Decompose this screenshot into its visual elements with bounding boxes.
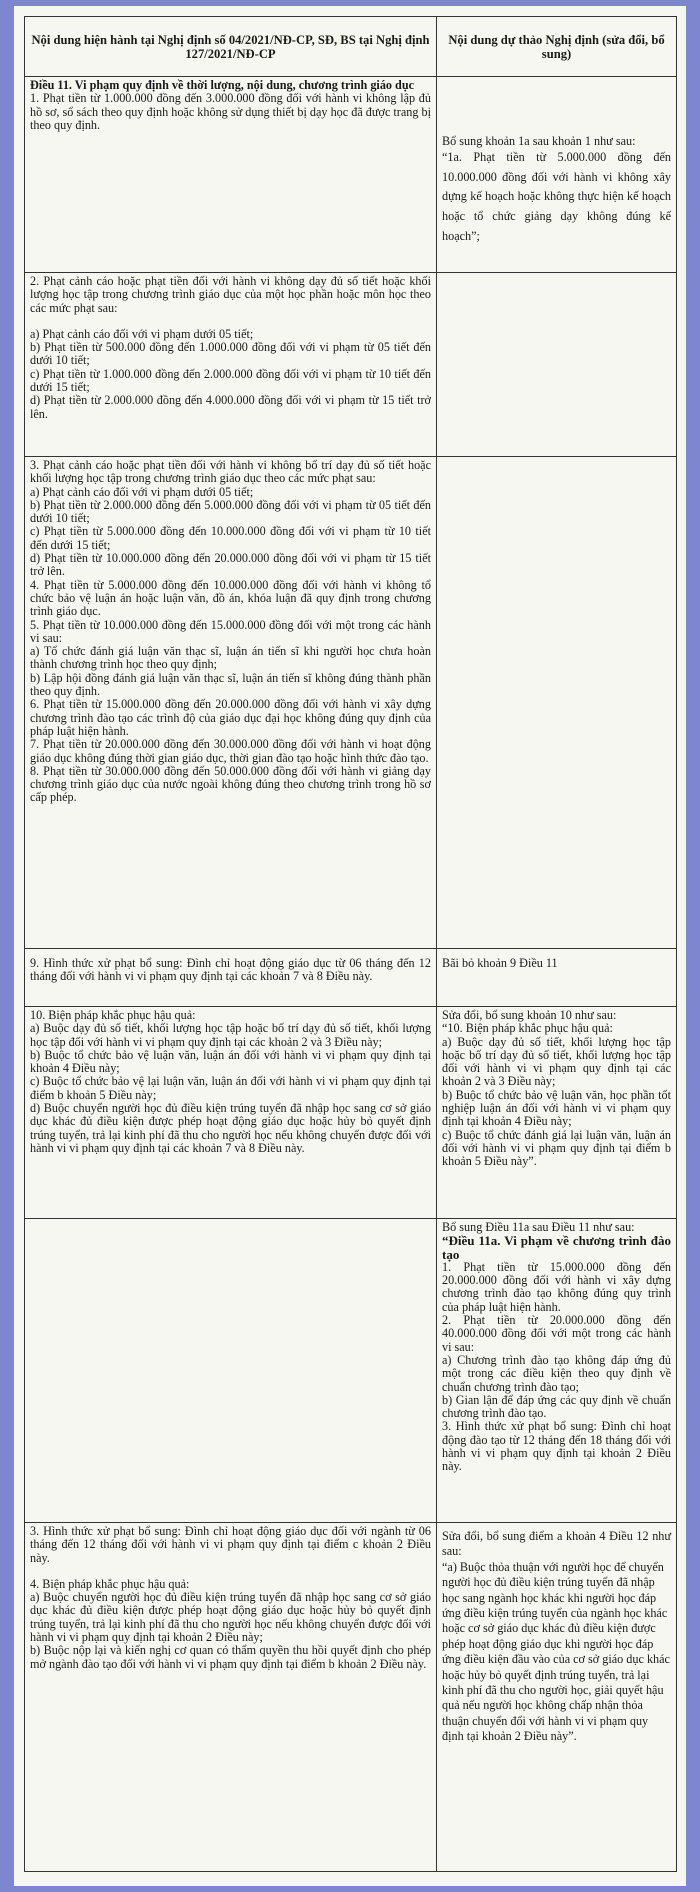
clause-text: b) Buộc nộp lại và kiến nghị cơ quan có thẩm quyền thu hồi quyết định cho phép mở ngành đào tạo đối với hành vi vi phạm quy định tại điểm b khoản 2 Điều này.: [30, 1643, 431, 1671]
clause-text: c) Buộc tổ chức bảo vệ lại luận văn, luận án đối với hành vi vi phạm quy định tại điểm b khoản 5 Điều này;: [30, 1074, 431, 1102]
clause-text: “a) Buộc thỏa thuận với người học để chuyển người học đủ điều kiện trúng tuyển đã nhập học sang ngành học khác khi người học đáp ứng điều kiện trúng tuyển của ngành học khác hoặc cơ sở giáo dục khác đủ điều kiện được phép hoạt động giáo dục khi người học đáp ứng điều kiện đầu vào của cơ sở giáo dục khác hoặc hủy bỏ quyết định trúng tuyển, trả lại kinh phí đã thu cho người học, giải quyết hậu quả nếu người học không chấp nhận thỏa thuận chuyển đổi với hành vi vi phạm quy định tại khoản 2 Điều này”.: [442, 1559, 670, 1744]
clause-text: c) Phạt tiền từ 5.000.000 đồng đến 10.000.000 đồng đối với vi phạm từ 10 tiết đến dưới 15 tiết;: [30, 524, 431, 552]
clause-text: Bổ sung khoản 1a sau khoản 1 như sau:: [442, 134, 636, 148]
clause-text: c) Buộc tổ chức đánh giá lại luận văn, luận án đối với hành vi vi phạm quy định tại điểm b khoản 5 Điều này”.: [442, 1127, 671, 1169]
current-cell: [25, 457, 437, 949]
current-cell: [25, 1007, 437, 1219]
clause-text: “1a. Phạt tiền từ 5.000.000 đồng đến 10.000.000 đồng đối với hành vi không xây dựng kế hoạch hoặc không thực hiện kế hoạch hoặc tổ chức giảng dạy không đúng kế hoạch”;: [442, 150, 671, 243]
clause-text: b) Gian lận để đáp ứng các quy định về chuẩn chương trình đào tạo.: [442, 1392, 671, 1421]
clause-text: d) Buộc chuyển người học đủ điều kiện trúng tuyển đã nhập học sang cơ sở giáo dục khác đủ điều kiện được phép hoạt động giáo dục hoặc hủy bỏ quyết định trúng tuyển, trả lại kinh phí đã thu cho người học nếu không chuyển được đối với hành vi vi phạm quy định tại các khoản 7 và 8 Điều này.: [30, 1101, 431, 1155]
current-cell: [25, 273, 437, 457]
clause-text: Sửa đổi, bổ sung khoản 10 như sau:: [442, 1008, 617, 1022]
current-cell: [25, 1219, 437, 1523]
document-sheet: [14, 6, 686, 1886]
clause-text: 1. Phạt tiền từ 1.000.000 đồng đến 3.000.000 đồng đối với hành vi không lập đủ hồ sơ, sổ sách theo quy định hoặc không sử dụng thiết bị dạy học đã được trang bị theo quy định.: [30, 91, 431, 132]
draft-cell: [437, 1523, 677, 1872]
table-row: [25, 457, 677, 949]
draft-cell: [437, 273, 677, 457]
draft-cell: [437, 77, 677, 273]
clause-text: d) Phạt tiền từ 10.000.000 đồng đến 20.000.000 đồng đối với vi phạm từ 15 tiết trở lên.: [30, 551, 431, 579]
clause-text: 2. Phạt tiền từ 20.000.000 đồng đến 40.000.000 đồng đối với một trong các hành vi sau:: [442, 1313, 671, 1354]
article-heading: Điều 11. Vi phạm quy định về thời lượng, nội dung, chương trình giáo dục: [30, 78, 415, 92]
clause-text: 3. Hình thức xử phạt bổ sung: Đình chỉ hoạt động giáo dục đối với ngành từ 06 tháng đến 12 tháng đối với hành vi vi phạm quy định tại điểm c khoản 2 Điều này.: [30, 1524, 431, 1565]
clause-text: 4. Phạt tiền từ 5.000.000 đồng đến 10.000.000 đồng đối với hành vi không tổ chức bảo vệ luận án hoặc luận văn, đồ án, khóa luận đã quy định trong chương trình giáo dục.: [30, 577, 431, 619]
draft-cell: [437, 1007, 677, 1219]
clause-text: d) Phạt tiền từ 2.000.000 đồng đến 4.000.000 đồng đối với vi phạm từ 15 tiết trở lên.: [30, 393, 431, 421]
current-cell: [25, 1523, 437, 1872]
current-cell: [25, 77, 437, 273]
clause-text: 10. Biện pháp khắc phục hậu quả:: [30, 1008, 196, 1022]
clause-text: a) Buộc dạy đủ số tiết, khối lượng học tập hoặc bố trí dạy đủ số tiết, khối lượng học tập đối với hành vi vi phạm quy định tại các khoản 2 và 3 Điều này;: [30, 1021, 431, 1049]
clause-text: b) Phạt tiền từ 500.000 đồng đến 1.000.000 đồng đối với vi phạm từ 05 tiết đến dưới 10 tiết;: [30, 340, 431, 368]
draft-cell: [437, 457, 677, 949]
table-row: [25, 77, 677, 273]
clause-text: b) Buộc tổ chức bảo vệ luận văn, học phần tốt nghiệp luận án đối với hành vi vi phạm quy định tại khoản 4 Điều này;: [442, 1087, 671, 1129]
clause-text: 2. Phạt cảnh cáo hoặc phạt tiền đối với hành vi không dạy đủ số tiết hoặc khối lượng học tập trong chương trình giáo dục của một học phần hoặc môn học theo các mức phạt sau:: [30, 274, 431, 315]
table-row: [25, 1219, 677, 1523]
clause-text: a) Buộc chuyển người học đủ điều kiện trúng tuyển đã nhập học sang cơ sở giáo dục khác đủ điều kiện được phép hoạt động giáo dục hoặc hủy bỏ quyết định trúng tuyển, trả lại kinh phí đã thu cho người học nếu không chuyển được đối với hành vi vi phạm quy định tại khoản 2 Điều này;: [30, 1590, 431, 1645]
clause-text: c) Phạt tiền từ 1.000.000 đồng đến 2.000.000 đồng đối với vi phạm từ 10 tiết đến dưới 15 tiết;: [30, 366, 431, 395]
clause-text: 5. Phạt tiền từ 10.000.000 đồng đến 15.000.000 đồng đối với một trong các hành vi sau:: [30, 617, 431, 645]
clause-text: b) Lập hội đồng đánh giá luận văn thạc sĩ, luận án tiến sĩ không đúng thành phần theo quy định.: [30, 670, 431, 699]
clause-text: a) Chương trình đào tạo không đáp ứng đủ một trong các điều kiện theo quy định về chuẩn chương trình đào tạo;: [442, 1352, 671, 1394]
clause-text: 9. Hình thức xử phạt bổ sung: Đình chỉ hoạt động giáo dục từ 06 tháng đến 12 tháng đối với hành vi vi phạm quy định tại các khoản 7 và 8 Điều này.: [30, 956, 431, 984]
table-row: [25, 1007, 677, 1219]
blank-line: [30, 1565, 431, 1578]
clause-text: 3. Phạt cảnh cáo hoặc phạt tiền đối với hành vi không bố trí dạy đủ số tiết hoặc khối lượng học tập trong chương trình giáo dục theo các mức phạt sau:: [30, 458, 431, 486]
clause-text: 7. Phạt tiền từ 20.000.000 đồng đến 30.000.000 đồng đối với hành vi hoạt động giáo dục không đúng thời gian giáo dục, thời gian đào tạo hoặc hình thức đào tạo.: [30, 737, 431, 765]
table-row: [25, 1523, 677, 1872]
table-row: [25, 273, 677, 457]
clause-text: 3. Hình thức xử phạt bổ sung: Đình chỉ hoạt động đào tạo từ 12 tháng đến 18 tháng đối với hành vi vi phạm quy định tại khoản 2 Điều này.: [442, 1419, 671, 1474]
clause-text: 6. Phạt tiền từ 15.000.000 đồng đến 20.000.000 đồng đối với hành vi xây dựng chương trình đào tạo các trình độ của giáo dục đại học không đúng quy định của pháp luật hiện hành.: [30, 697, 431, 738]
draft-content-header: Nội dung dự thảo Nghị định (sửa đổi, bổ sung): [437, 17, 677, 77]
clause-text: 1. Phạt tiền từ 15.000.000 đồng đến 20.000.000 đồng đối với hành vi xây dựng chương trình đào tạo không đúng quy trình của pháp luật hiện hành.: [442, 1259, 671, 1314]
clause-text: a) Phạt cảnh cáo đối với vi phạm dưới 05 tiết;: [30, 484, 254, 499]
clause-text: Bãi bỏ khoản 9 Điều 11: [442, 956, 558, 970]
table-row: [25, 949, 677, 1007]
clause-text: Bổ sung Điều 11a sau Điều 11 như sau:: [442, 1220, 635, 1234]
clause-text: b) Buộc tổ chức bảo vệ luận văn, luận án đối với hành vi vi phạm quy định tại khoản 4 Điều này;: [30, 1047, 431, 1076]
draft-cell: [437, 949, 677, 1007]
table-header-row: [25, 17, 677, 77]
current-content-header: Nội dung hiện hành tại Nghị định số 04/2021/NĐ-CP, SĐ, BS tại Nghị định 127/2021/NĐ-CP: [25, 17, 437, 77]
clause-text: a) Tổ chức đánh giá luận văn thạc sĩ, luận án tiến sĩ khi người học chưa hoàn thành chương trình học theo quy định;: [30, 644, 431, 672]
current-cell: [25, 949, 437, 1007]
clause-text: a) Phạt cảnh cáo đối với vi phạm dưới 05 tiết;: [30, 326, 254, 341]
comparison-table: [24, 16, 677, 1872]
draft-cell: [437, 1219, 677, 1523]
clause-text: 8. Phạt tiền từ 30.000.000 đồng đến 50.000.000 đồng đối với hành vi giảng dạy chương trình giáo dục của nước ngoài không đúng theo chương trình trong hồ sơ cấp phép.: [30, 763, 431, 805]
article-heading: “Điều 11a. Vi phạm về chương trình đào tạo: [442, 1233, 671, 1262]
clause-text: Sửa đổi, bổ sung điểm a khoản 4 Điều 12 như sau:: [442, 1529, 671, 1559]
clause-text: a) Buộc dạy đủ số tiết, khối lượng học tập hoặc bố trí dạy đủ số tiết, khối lượng học tập đối với hành vi vi phạm quy định tại các khoản 2 và 3 Điều này;: [442, 1034, 671, 1089]
clause-text: “10. Biện pháp khắc phục hậu quả:: [442, 1021, 613, 1036]
clause-text: b) Phạt tiền từ 2.000.000 đồng đến 5.000.000 đồng đối với vi phạm từ 05 tiết đến dưới 10 tiết;: [30, 497, 431, 526]
clause-text: 4. Biện pháp khắc phục hậu quả:: [30, 1576, 190, 1591]
